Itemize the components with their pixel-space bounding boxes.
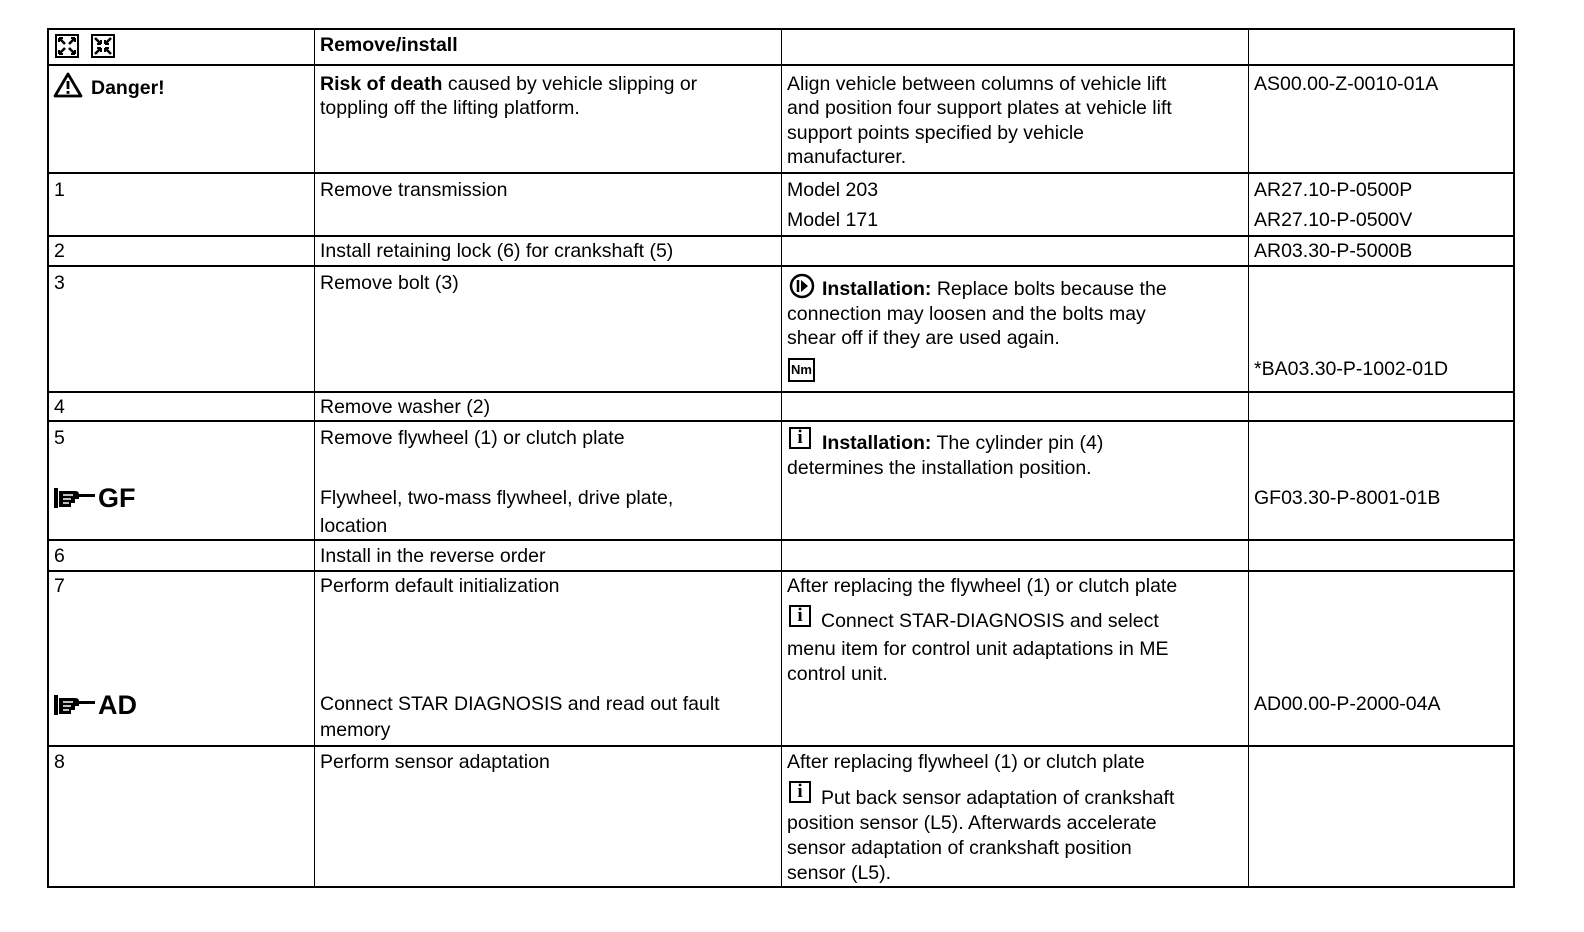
danger-instruction-line: manufacturer. [787,146,907,168]
note-line: sensor adaptation of crankshaft position [787,837,1132,859]
column-divider [1248,30,1249,886]
note-line: determines the installation position. [787,457,1092,479]
warning-triangle-icon [53,72,83,98]
row-divider [49,420,1513,422]
risk-bold: Risk of death [320,73,443,95]
installation-text: Replace bolts because the [931,278,1167,300]
expand-icon[interactable] [55,34,125,58]
reference-link[interactable]: AR27.10-P-0500P [1254,179,1413,201]
info-icon: i [789,427,811,449]
step-number: 7 [54,575,65,597]
step-number: 5 [54,427,65,449]
note-line: Connect STAR-DIAGNOSIS and select [821,610,1159,632]
reference-tag[interactable]: GF [98,483,136,513]
installation-note-line [822,431,1103,456]
condition-text: After replacing flywheel (1) or clutch plate [787,751,1145,773]
note-line: position sensor (L5). Afterwards accelerate [787,812,1157,834]
step-number: 3 [54,272,65,294]
header-title: Remove/install [320,34,458,56]
risk-line-2: toppling off the lifting platform. [320,97,580,119]
step-number: 6 [54,545,65,567]
procedure-table [47,28,1515,888]
step-number: 8 [54,751,65,773]
reference-tag[interactable]: AD [98,690,137,720]
note-line: shear off if they are used again. [787,327,1060,349]
column-divider [314,30,315,886]
step-text: Remove transmission [320,179,508,201]
row-divider [49,570,1513,572]
reference-link[interactable]: AR27.10-P-0500V [1254,209,1413,231]
row-divider [49,64,1513,66]
info-icon: i [789,605,811,627]
step-text: Remove flywheel (1) or clutch plate [320,427,625,449]
row-divider [49,172,1513,174]
step-text: Remove washer (2) [320,396,491,418]
step-text: Remove bolt (3) [320,272,459,294]
reference-title-line: memory [320,719,391,741]
reference-link[interactable]: AS00.00-Z-0010-01A [1254,73,1439,95]
reference-link[interactable]: AR03.30-P-5000B [1254,240,1413,262]
danger-instruction-line: support points specified by vehicle [787,122,1085,144]
note-line: control unit. [787,663,888,685]
installation-label: Installation: [822,432,932,454]
row-divider [49,745,1513,747]
step-text: Perform sensor adaptation [320,751,550,773]
step-number: 2 [54,240,65,262]
installation-label: Installation: [822,278,932,300]
danger-instruction-line: and position four support plates at vehicle lift [787,97,1172,119]
row-divider [49,235,1513,237]
pointing-hand-icon [53,692,97,718]
note-line: sensor (L5). [787,862,892,884]
condition-text: After replacing the flywheel (1) or clutch plate [787,575,1178,597]
reference-link[interactable]: AD00.00-P-2000-04A [1254,693,1441,715]
row-divider [49,391,1513,393]
row-divider [49,539,1513,541]
step-text: Install in the reverse order [320,545,546,567]
note-line: connection may loosen and the bolts may [787,303,1146,325]
danger-instruction-line: Align vehicle between columns of vehicle lift [787,73,1167,95]
note-line: Put back sensor adaptation of crankshaft [821,787,1175,809]
step-text: Perform default initialization [320,575,560,597]
step-number: 4 [54,396,65,418]
danger-label: Danger! [91,77,165,99]
column-divider [781,30,782,886]
risk-line-1 [320,72,697,97]
reference-title-line: location [320,515,388,537]
installation-note-line [822,277,1167,302]
note-line: menu item for control unit adaptations in ME [787,638,1169,660]
installation-note-icon [789,273,815,299]
risk-rest: caused by vehicle slipping or [442,73,698,95]
pointing-hand-icon [53,485,97,511]
step-text: Install retaining lock (6) for crankshaft (5) [320,240,674,262]
reference-link[interactable]: GF03.30-P-8001-01B [1254,487,1441,509]
model-label: Model 203 [787,179,879,201]
reference-title-line: Connect STAR DIAGNOSIS and read out fault [320,693,720,715]
reference-title-line: Flywheel, two-mass flywheel, drive plate, [320,487,674,509]
info-icon: i [789,781,811,803]
reference-link[interactable]: *BA03.30-P-1002-01D [1254,358,1449,380]
installation-text: The cylinder pin (4) [931,432,1104,454]
torque-nm-icon[interactable]: Nm [788,358,815,382]
step-number: 1 [54,179,65,201]
row-divider [49,265,1513,267]
model-label: Model 171 [787,209,879,231]
